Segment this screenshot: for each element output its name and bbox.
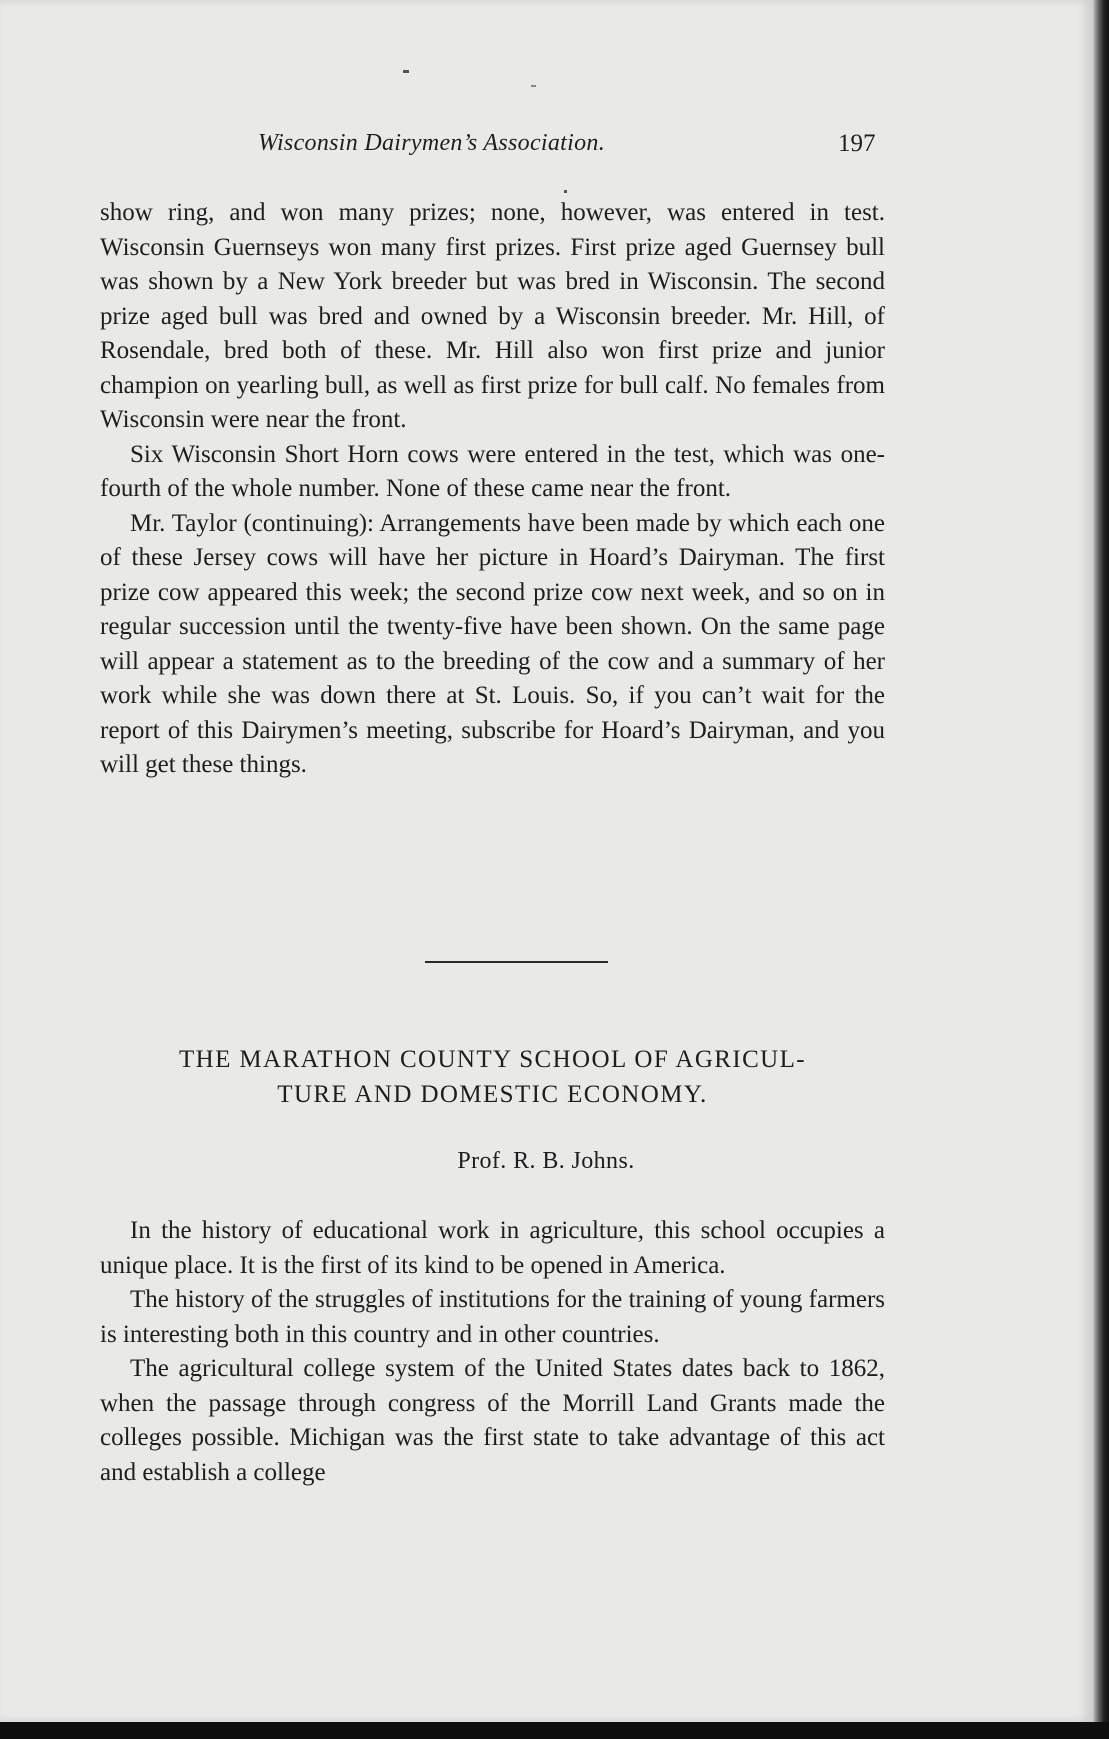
page-edge-shadow — [1092, 0, 1109, 1739]
paragraph: In the history of educational work in agriculture, this school occupies a unique place. It is the first of its kind to be opened in America. — [100, 1217, 885, 1279]
author-byline: Prof. R. B. Johns. — [457, 1148, 635, 1174]
paragraph: The agricultural college system of the United States dates back to 1862, when the passage through congress of the Morrill Land Grants made the colleges possible. Michigan was the first state to take advantage of this act and establish a college — [100, 1355, 885, 1486]
section-divider — [425, 961, 608, 963]
scan-speck — [403, 70, 409, 73]
paragraph: Six Wisconsin Short Horn cows were entered in the test, which was one-fourth of the whole number. None of these came near the front. — [100, 440, 885, 502]
article-body — [100, 1214, 885, 1490]
scan-speck — [564, 190, 567, 193]
scan-speck — [531, 85, 536, 87]
section-continued-text — [100, 196, 885, 783]
scan-border — [0, 1722, 1109, 1739]
page-number: 197 — [838, 130, 876, 157]
running-head: Wisconsin Dairymen’s Association. — [258, 130, 606, 156]
section-title-line: THE MARATHON COUNTY SCHOOL OF AGRICUL- — [178, 1046, 807, 1073]
page-header — [0, 130, 1092, 166]
section-title-line: TURE AND DOMESTIC ECONOMY. — [277, 1081, 708, 1108]
section-title — [100, 1042, 885, 1112]
paragraph: show ring, and won many prizes; none, however, was entered in test. Wisconsin Guernseys won many first prizes. First prize aged Guernsey bull was shown by a New York breeder but was bred in Wisconsin. The second prize aged bull was bred and owned by a Wisconsin breeder. Mr. Hill, of Rosendale, bred both of these. Mr. Hill also won first prize and junior champion on yearling bull, as well as first prize for bull calf. No females from Wisconsin were near the front. — [100, 199, 885, 433]
paragraph: Mr. Taylor (continuing): Arrangements have been made by which each one of these Jersey cows will have her picture in Hoard’s Dairyman. The first prize cow appeared this week; the second prize cow next week, and so on in regular succession until the twenty-five have been shown. On the same page will appear a statement as to the breeding of the cow and a summary of her work while she was down there at St. Louis. So, if you can’t wait for the report of this Dairymen’s meeting, subscribe for Hoard’s Dairyman, and you will get these things. — [100, 509, 885, 778]
paragraph: The history of the struggles of institutions for the training of young farmers is interesting both in this country and in other countries. — [100, 1286, 885, 1348]
